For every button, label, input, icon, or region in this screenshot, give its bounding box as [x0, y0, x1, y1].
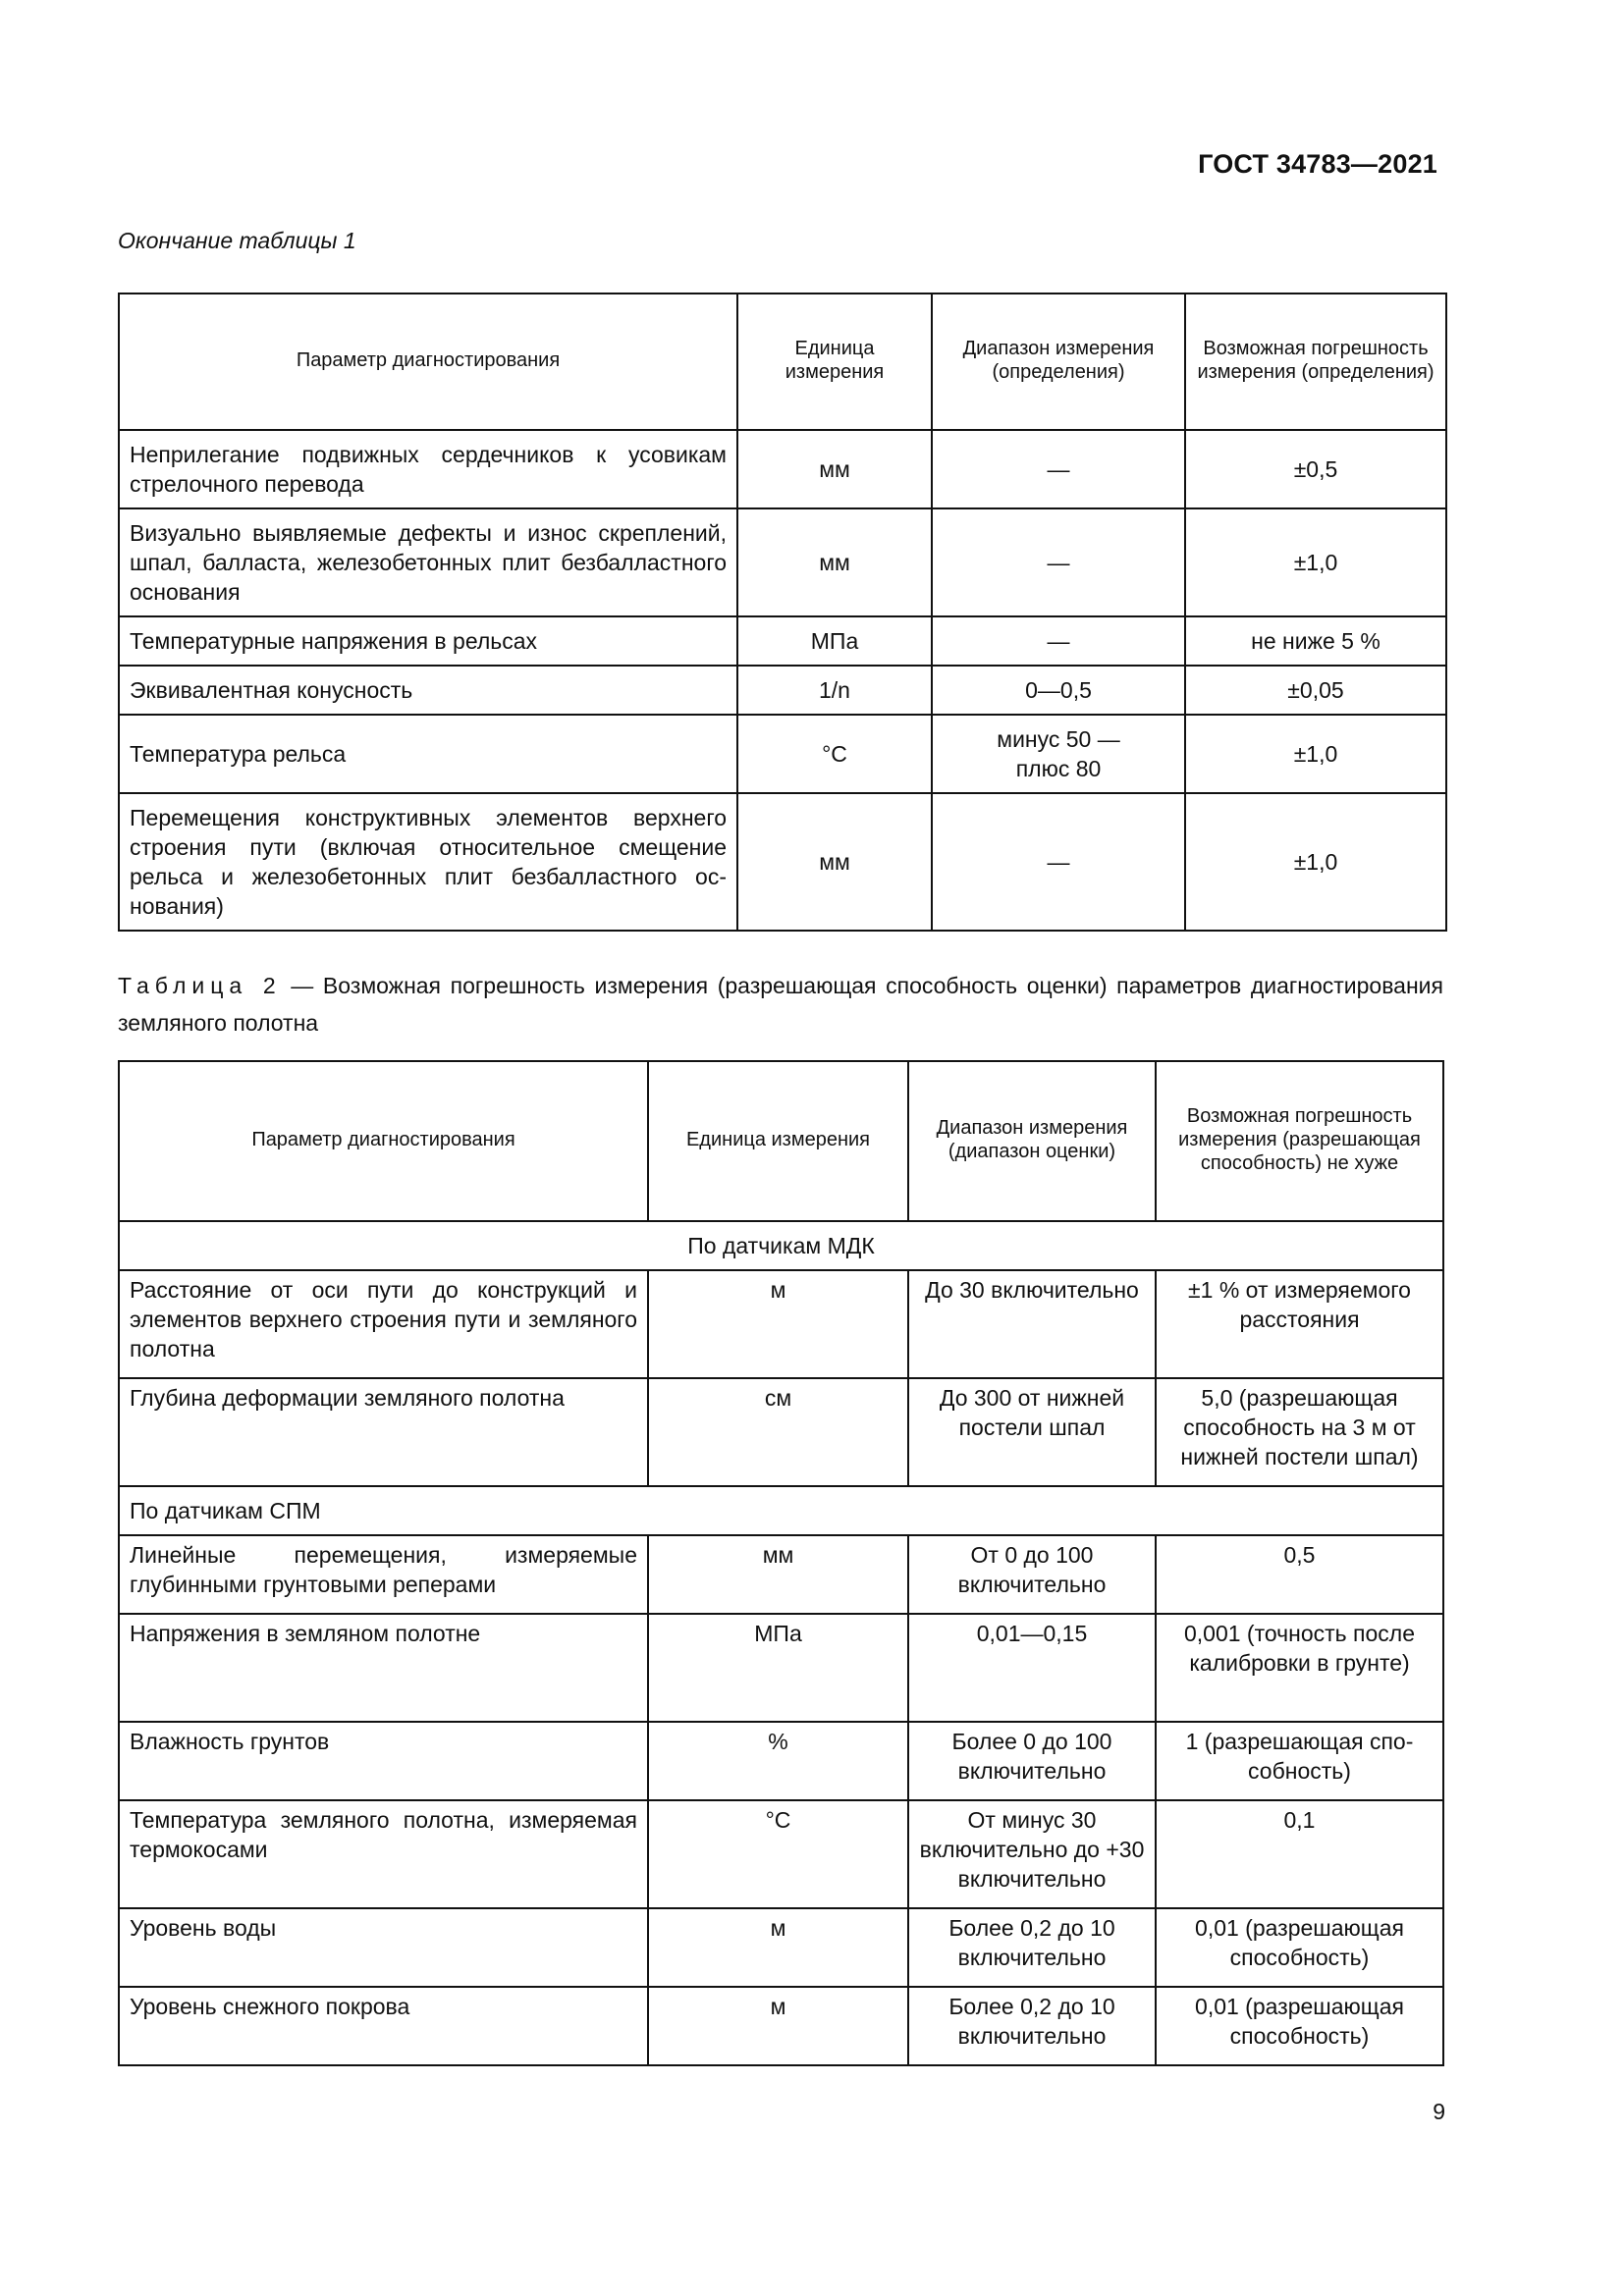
table-row [119, 1535, 1443, 1614]
param-cell: Линейные перемещения, измеряемые глубинными грунтовыми реперами [119, 1535, 648, 1614]
unit-cell: см [648, 1378, 908, 1486]
table2-caption-text: — Возможная погрешность измерения (разрешающая способность оценки) параметров диагностирования земляного полотна [118, 973, 1443, 1036]
range-cell [932, 715, 1185, 793]
unit-cell: м [648, 1987, 908, 2065]
range-cell: До 300 от нижней постели шпал [908, 1378, 1156, 1486]
param-cell: Уровень снежного покрова [119, 1987, 648, 2065]
table-row [119, 1378, 1443, 1486]
unit-cell: м [648, 1908, 908, 1987]
error-cell: 0,001 (точность после калибровки в грунте) [1156, 1614, 1443, 1722]
range-cell: — [932, 508, 1185, 616]
error-cell: ±1 % от измеряемого расстояния [1156, 1270, 1443, 1378]
table-row [119, 1270, 1443, 1378]
error-cell: ±1,0 [1185, 793, 1446, 931]
unit-cell: МПа [737, 616, 932, 666]
param-cell: Температурные напряжения в рельсах [119, 616, 737, 666]
range-cell: Более 0,2 до 10 включительно [908, 1908, 1156, 1987]
table2-header-range: Диапазон измерения (диапазон оценки) [908, 1061, 1156, 1216]
unit-cell: °С [648, 1800, 908, 1908]
table-row [119, 1614, 1443, 1722]
table-row [119, 616, 1446, 666]
table1 [118, 293, 1447, 932]
table1-header-parameter: Параметр диагностирования [119, 294, 737, 425]
unit-cell: мм [737, 430, 932, 508]
param-cell: Уровень воды [119, 1908, 648, 1987]
param-cell: Перемещения конструктивных элементов верхнего строения пути (включая относительное смещение рельса и железобетонных плит безбалластного основания) [119, 793, 737, 931]
section-row [119, 1486, 1443, 1535]
error-cell: ±0,05 [1185, 666, 1446, 715]
table-row [119, 666, 1446, 715]
param-cell: Глубина деформации земляного полотна [119, 1378, 648, 1486]
error-cell: ±1,0 [1185, 715, 1446, 793]
table2-caption [118, 967, 1443, 1041]
range-line-1: минус 50 — [997, 726, 1120, 752]
table-row [119, 1800, 1443, 1908]
unit-cell: мм [737, 508, 932, 616]
error-cell: 0,5 [1156, 1535, 1443, 1614]
table1-header-error: Возможная погрешность измерения (определения) [1185, 294, 1446, 425]
table-row [119, 430, 1446, 508]
range-cell: — [932, 793, 1185, 931]
unit-cell: % [648, 1722, 908, 1800]
table2-header-parameter: Параметр диагностирования [119, 1061, 648, 1216]
error-cell: 0,1 [1156, 1800, 1443, 1908]
table2-header-error: Возможная погрешность измерения (разрешающая способность) не хуже [1156, 1061, 1443, 1216]
error-cell: 0,01 (разрешающая способность) [1156, 1908, 1443, 1987]
error-cell: 0,01 (разрешающая способность) [1156, 1987, 1443, 2065]
table2-caption-label: Таблица 2 [118, 973, 282, 998]
param-cell: Температура рельса [119, 715, 737, 793]
table1-header-unit: Единица измерения [737, 294, 932, 425]
range-line-2: плюс 80 [1015, 756, 1102, 781]
unit-cell: МПа [648, 1614, 908, 1722]
error-cell: 5,0 (разрешающая способность на 3 м от нижней постели шпал) [1156, 1378, 1443, 1486]
table-row [119, 793, 1446, 931]
table1-caption: Окончание таблицы 1 [118, 228, 356, 253]
param-cell: Визуально выявляемые дефекты и износ скреплений, шпал, балласта, железобетонных плит безбалластного основания [119, 508, 737, 616]
range-cell: Более 0,2 до 10 включительно [908, 1987, 1156, 2065]
table2-header-unit: Единица измерения [648, 1061, 908, 1216]
range-cell: От 0 до 100 включительно [908, 1535, 1156, 1614]
param-cell: Расстояние от оси пути до конструкций и элементов верхнего строения пути и земляного полотна [119, 1270, 648, 1378]
section-mdk-label: По датчикам МДК [119, 1221, 1443, 1270]
param-cell: Температура земляного полотна, измеряемая термокосами [119, 1800, 648, 1908]
range-cell: Более 0 до 100 включительно [908, 1722, 1156, 1800]
table-row [119, 508, 1446, 616]
range-cell: 0—0,5 [932, 666, 1185, 715]
table2 [118, 1060, 1444, 2066]
table-row [119, 1722, 1443, 1800]
param-cell: Эквивалентная конусность [119, 666, 737, 715]
range-cell: — [932, 616, 1185, 666]
range-cell: — [932, 430, 1185, 508]
range-cell: До 30 включительно [908, 1270, 1156, 1378]
error-cell: ±0,5 [1185, 430, 1446, 508]
unit-cell: мм [737, 793, 932, 931]
range-cell: От минус 30 включительно до +30 включительно [908, 1800, 1156, 1908]
section-row [119, 1221, 1443, 1270]
error-cell: ±1,0 [1185, 508, 1446, 616]
unit-cell: мм [648, 1535, 908, 1614]
param-cell: Влажность грунтов [119, 1722, 648, 1800]
page-number: 9 [1433, 2099, 1445, 2124]
table-row [119, 715, 1446, 793]
table-row [119, 1908, 1443, 1987]
error-cell: 1 (разрешающая способность) [1156, 1722, 1443, 1800]
document-code: ГОСТ 34783—2021 [1198, 149, 1437, 179]
range-cell: 0,01—0,15 [908, 1614, 1156, 1722]
table-row [119, 1987, 1443, 2065]
param-cell: Напряжения в земляном полотне [119, 1614, 648, 1722]
unit-cell: 1/n [737, 666, 932, 715]
error-cell: не ниже 5 % [1185, 616, 1446, 666]
param-cell: Неприлегание подвижных сердечников к усовикам стрелочного перевода [119, 430, 737, 508]
table1-header-range: Диапазон измерения (определения) [932, 294, 1185, 425]
section-spm-label: По датчикам СПМ [119, 1486, 1443, 1535]
unit-cell: °С [737, 715, 932, 793]
unit-cell: м [648, 1270, 908, 1378]
